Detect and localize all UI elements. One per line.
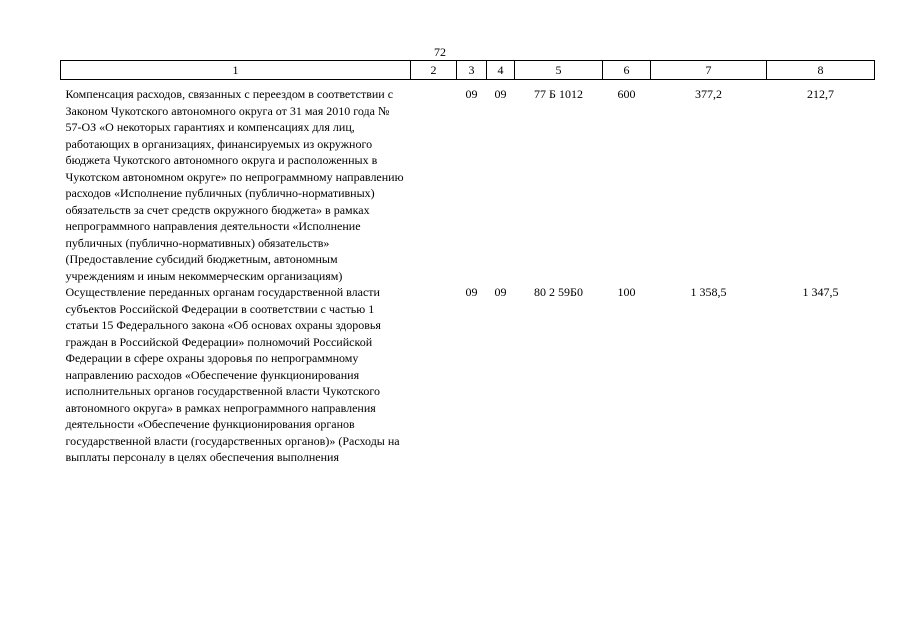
column-header: 7 — [651, 61, 767, 80]
table-header-row — [61, 61, 875, 80]
row-target-article: 77 Б 1012 — [534, 87, 583, 101]
column-header: 8 — [767, 61, 875, 80]
column-header: 2 — [411, 61, 457, 80]
table-row — [61, 80, 875, 285]
row-amount-1: 1 358,5 — [690, 285, 727, 299]
column-header: 5 — [515, 61, 603, 80]
column-header: 1 — [61, 61, 411, 80]
row-subsection-code: 09 — [494, 87, 507, 101]
row-subsection-code: 09 — [494, 285, 507, 299]
column-header: 3 — [457, 61, 487, 80]
row-col2 — [411, 284, 457, 466]
column-header: 4 — [487, 61, 515, 80]
row-amount-2: 212,7 — [807, 87, 834, 101]
row-expense-type: 100 — [617, 285, 636, 299]
table-row — [61, 284, 875, 466]
row-expense-type: 600 — [617, 87, 636, 101]
row-col2 — [411, 80, 457, 285]
page-number: 72 — [434, 45, 446, 59]
row-description: Осуществление переданных органам государственной власти субъектов Российской Федерации в соответствии с частью 1 статьи 15 Федерального закона «Об основах охраны здоровья граждан в Российской Федерации» полномочий Российской Федерации в сфере охраны здоровья по непрограммному направлению расходов «Обеспечение функционирования исполнительных органов государственной власти Чукотского автономного округа» в рамках непрограммного направления деятельности «Обеспечение функционирования органов государственной власти (государственных органов)» (Расходы на выплаты персоналу в целях обеспечения выполнения — [65, 285, 400, 464]
row-section-code: 09 — [465, 87, 478, 101]
row-description: Компенсация расходов, связанных с переездом в соответствии с Законом Чукотского автономного округа от 31 мая 2010 года № 57-ОЗ «О некоторых гарантиях и компенсациях для лиц, работающих в организациях, финансируемых из окружного бюджета Чукотского автономного округа и расположенных в Чукотском автономном округе» по непрограммному направлению расходов «Исполнение публичных (публично-нормативных) обязательств за счет средств окружного бюджета» в рамках непрограммного направления деятельности «Исполнение публичных (публично-нормативных) обязательств» (Предоставление субсидий бюджетным, автономным учреждениям и иным некоммерческим организациям) — [65, 87, 404, 283]
row-amount-1: 377,2 — [695, 87, 722, 101]
row-target-article: 80 2 59Б0 — [534, 285, 583, 299]
column-header: 6 — [603, 61, 651, 80]
row-section-code: 09 — [465, 285, 478, 299]
row-amount-2: 1 347,5 — [802, 285, 839, 299]
budget-table — [60, 60, 875, 466]
